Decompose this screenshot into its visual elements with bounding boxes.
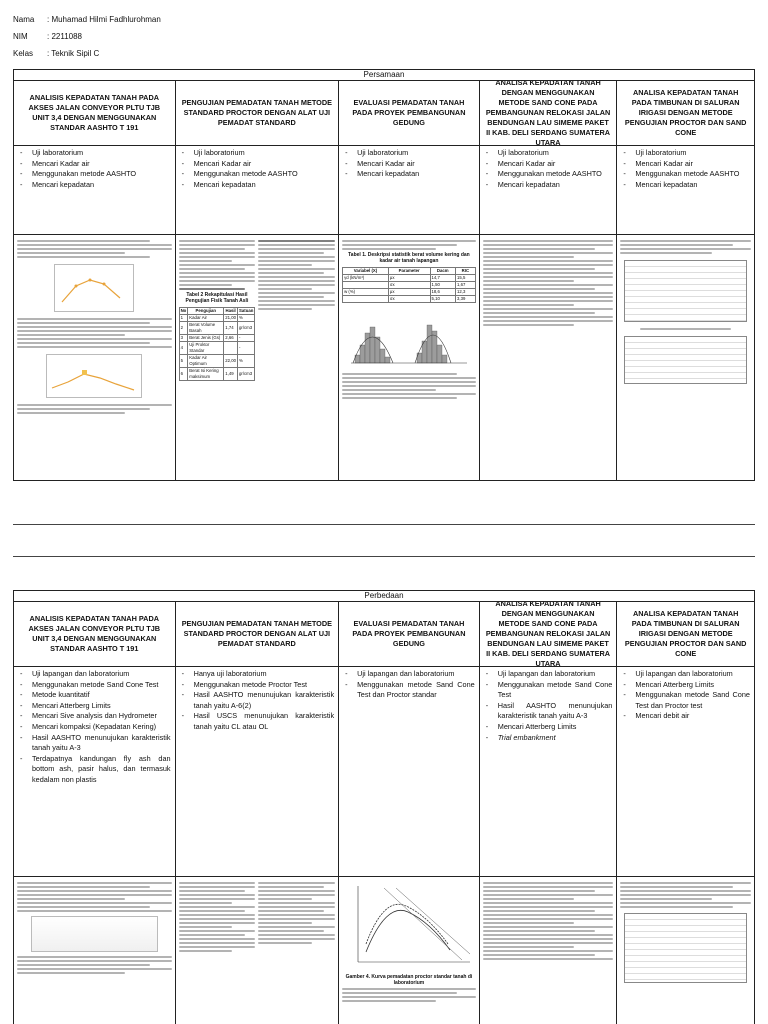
perbedaan-list-row <box>14 667 754 877</box>
excerpt-paragraph <box>342 373 476 399</box>
table-row: w (%) μx 18,6 12,3 <box>343 289 476 296</box>
figure-image <box>31 916 158 952</box>
perbedaan-table <box>13 590 755 1024</box>
document-excerpt <box>617 877 754 1024</box>
list-item: - Uji laboratorium <box>20 148 84 157</box>
persamaan-list-4 <box>480 146 618 234</box>
data-table: Variabel (X) Parameter Dacm RIC γd (kN/m³) μx 14,7 15,5 σx 1,50 1,67 w (%) μx 18,6 12,3 σx 5,10 3,39 <box>342 267 476 303</box>
nim-value: : 2211088 <box>47 32 82 41</box>
table-row: 6 Berat Isi Kering maksimum 1,49 gr/cm3 <box>179 368 255 381</box>
document-excerpt <box>617 235 754 480</box>
excerpt-5 <box>617 235 754 480</box>
histogram-figure <box>347 307 471 369</box>
document-excerpt <box>339 877 479 1024</box>
student-info <box>13 11 161 62</box>
table-row: 4 Uji Proktor Standar - <box>179 342 255 355</box>
list-item: - Mencari kepadatan <box>485 179 560 189</box>
persamaan-title: Persamaan <box>14 70 754 81</box>
list-item: - Mencari Kadar air <box>345 158 415 168</box>
column-header-5: ANALISA KEPADATAN TANAH PADA TIMBUNAN DI SALURAN IRIGASI DENGAN METODE PENGUJIAN PROCTOR DAN SAND CONE <box>624 609 747 658</box>
document-excerpt <box>14 235 175 480</box>
list-item: - Mencari kepadatan <box>20 179 95 189</box>
column-header-1: ANALISIS KEPADATAN TANAH PADA AKSES JALAN CONVEYOR PLTU TJB UNIT 3,4 DENGAN MENGGUNAKAN STANDAR AASHTO T 191 <box>14 602 176 666</box>
table-caption: Tabel 2 Rekapitulasi Hasil Pengujian Fisik Tanah Asli <box>185 292 249 304</box>
excerpt-1 <box>14 235 176 480</box>
name-label: Nama <box>13 15 35 24</box>
persamaan-excerpt-row <box>14 235 754 480</box>
list-item: - Menggunakan metode AASHTO <box>181 169 298 179</box>
perbedaan-list-4 <box>480 667 618 876</box>
table-row: σx 1,50 1,67 <box>343 282 476 289</box>
table-row: 2 Berat Volume Basah 1,74 gr/cm3 <box>179 322 255 335</box>
list-item: - Hasil AASHTO menunujukan karakteristik tanah yaitu A-6(2) <box>181 690 335 710</box>
excerpt-1 <box>14 877 176 1024</box>
list-item: - Mencari kepadatan <box>623 179 698 189</box>
perbedaan-list-3 <box>339 667 480 876</box>
list-item: - Mencari Atterberg Limits <box>20 700 111 710</box>
list-item: - Uji laboratorium <box>623 148 687 157</box>
list-item: - Mencari Kadar air <box>485 158 556 168</box>
name-value: : Muhamad Hilmi Fadhlurohman <box>47 15 161 24</box>
list-item: - Trial embankment <box>485 732 556 742</box>
excerpt-2 <box>176 235 340 480</box>
column-header-3: EVALUASI PEMADATAN TANAH PADA PROYEK PEMBANGUNAN GEDUNG <box>339 81 480 145</box>
perbedaan-list-1 <box>14 667 176 876</box>
excerpt-chart <box>54 264 134 312</box>
excerpt-3 <box>339 235 480 480</box>
nim-label: NIM <box>13 32 28 41</box>
list-item: - Mencari kompaksi (Kepadatan Kering) <box>20 721 157 731</box>
persamaan-list-3 <box>339 146 480 234</box>
table-image <box>624 260 747 322</box>
persamaan-list-row <box>14 146 754 235</box>
perbedaan-excerpt-row <box>14 877 754 1024</box>
list-item: - Menggunakan metode Sand Cone Test <box>485 679 613 700</box>
divider <box>13 556 755 557</box>
class-label: Kelas <box>13 49 34 58</box>
document-excerpt <box>176 235 339 480</box>
perbedaan-list-2 <box>176 667 340 876</box>
column-header-2: PENGUJIAN PEMADATAN TANAH METODE STANDARD PROCTOR DENGAN ALAT UJI PEMADAT STANDARD <box>176 81 340 145</box>
list-item: - Menggunakan metode Proctor Test <box>181 679 308 689</box>
list-item: - Menggunakan metode AASHTO <box>485 169 602 179</box>
list-item: - Hasil AASHTO menunujukan karakteristik tanah yaitu A-3 <box>20 732 171 753</box>
list-item: - Mencari Kadar air <box>20 158 90 168</box>
list-item: - Hasil USCS menunujukan karakteristik tanah yaitu CL atau OL <box>181 711 335 731</box>
list-item: - Mencari debit air <box>623 711 690 721</box>
column-header-4: ANALISA KEPADATAN TANAH DENGAN MENGGUNAKAN METODE SAND CONE PADA PEMBANGUNAN RELOKASI JALAN BENDUNGAN LAU SIMEME PAKET II KAB. DELI SERDANG SUMATERA UTARA <box>480 81 618 145</box>
persamaan-list-1 <box>14 146 176 234</box>
list-item: - Mencari Kadar air <box>181 158 252 168</box>
persamaan-list-5 <box>617 146 754 234</box>
list-item: - Mencari kepadatan <box>345 169 420 179</box>
persamaan-table <box>13 69 755 481</box>
excerpt-2 <box>176 877 340 1024</box>
list-item: - Terdapatnya kandungan fly ash dan bottom ash, pasir halus, dan termasuk kedalam non plastis <box>20 753 171 784</box>
table-row: 5 Kadar Air Optimum 22,00 % <box>179 355 255 368</box>
list-item: - Uji lapangan dan laboratorium <box>345 669 455 678</box>
table-caption: Tabel 1. Deskripsi statistik berat volume kering dan kadar air tanah lapangan <box>348 252 470 264</box>
list-item: - Mencari Kadar air <box>623 158 693 168</box>
class-value: : Teknik Sipil C <box>47 49 100 58</box>
list-item: - Uji laboratorium <box>181 148 245 157</box>
column-header-3: EVALUASI PEMADATAN TANAH PADA PROYEK PEMBANGUNAN GEDUNG <box>339 602 480 666</box>
list-item: - Hanya uji laboratorium <box>181 669 267 678</box>
list-item: - Uji lapangan dan laboratorium <box>485 669 596 678</box>
table-row: 3 Berat Jenis (Gs) 2,66 - <box>179 335 255 342</box>
list-item: - Uji laboratorium <box>485 148 549 157</box>
student-class-row <box>13 45 161 62</box>
excerpt-chart <box>46 354 142 398</box>
figure-caption: Gamber 4. Kurva pemadatan proctor standar tanah di laboratorium <box>345 974 473 986</box>
list-item: - Hasil AASHTO menunujukan karakteristik tanah yaitu A-3 <box>485 700 613 721</box>
perbedaan-title: Perbedaan <box>14 591 754 602</box>
divider <box>13 524 755 525</box>
persamaan-list-2 <box>176 146 340 234</box>
document-excerpt <box>176 877 339 1024</box>
document-excerpt <box>480 877 617 1024</box>
column-header-4: ANALISA KEPADATAN TANAH DENGAN MENGGUNAKAN METODE SAND CONE PADA PEMBANGUNAN RELOKASI JALAN BENDUNGAN LAU SIMEME PAKET II KAB. DELI SERDANG SUMATERA UTARA <box>480 602 618 666</box>
perbedaan-list-5 <box>617 667 754 876</box>
list-item: - Menggunakan metode Sand Cone Test dan Proctor standar <box>345 679 475 700</box>
list-item: - Uji lapangan dan laboratorium <box>623 669 733 678</box>
list-item: - Menggunakan metode AASHTO <box>623 169 740 179</box>
list-item: - Uji lapangan dan laboratorium <box>20 669 130 678</box>
perbedaan-header-row <box>14 602 754 667</box>
excerpt-5 <box>617 877 754 1024</box>
column-header-1: ANALISIS KEPADATAN TANAH PADA AKSES JALAN CONVEYOR PLTU TJB UNIT 3,4 DENGAN MENGGUNAKAN STANDAR AASHTO T 191 <box>14 81 176 145</box>
persamaan-header-row <box>14 81 754 146</box>
excerpt-3 <box>339 877 480 1024</box>
student-nim-row <box>13 28 161 45</box>
data-table: No Pengujian Hasil Satuan 1 Kadar Air 21,00 % 2 Berat Volume Basah 1,74 gr/cm3 3 Berat Jenis (Gs) 2,66 - 4 Uji Proktor Standar - 5 Kadar Air Optimum 22,00 % 6 Berat Isi Kering maksimum 1,49 gr/cm3 <box>180 308 254 379</box>
student-name-row <box>13 11 161 28</box>
column-header-5: ANALISA KEPADATAN TANAH PADA TIMBUNAN DI SALURAN IRIGASI DENGAN METODE PENGUJIAN PROCTOR DAN SAND CONE <box>624 88 747 137</box>
list-item: - Menggunakan metode Sand Cone Test dan Proctor test <box>623 690 750 710</box>
table-row: γd (kN/m³) μx 14,7 15,5 <box>343 275 476 282</box>
column-header-2: PENGUJIAN PEMADATAN TANAH METODE STANDARD PROCTOR DENGAN ALAT UJI PEMADAT STANDARD <box>176 602 340 666</box>
document-excerpt <box>339 235 479 480</box>
list-item: - Mencari kepadatan <box>181 179 256 189</box>
table-row: σx 5,10 3,39 <box>343 296 476 303</box>
list-item: - Menggunakan metode AASHTO <box>20 169 137 179</box>
table-row: 1 Kadar Air 21,00 % <box>179 315 255 322</box>
document-excerpt <box>14 877 175 1024</box>
list-item: - Uji laboratorium <box>345 148 409 157</box>
list-item: - Mencari Atterberg Limits <box>623 679 715 689</box>
excerpt-4 <box>480 235 618 480</box>
document-excerpt <box>480 235 617 480</box>
list-item: - Metode kuantitatif <box>20 690 90 700</box>
table-image <box>624 336 747 384</box>
table-image <box>624 913 747 983</box>
list-item: - Mencari Sive analysis dan Hydrometer <box>20 711 157 721</box>
list-item: - Menggunakan metode Sand Cone Test <box>20 679 159 689</box>
compaction-curve-figure <box>344 882 474 972</box>
list-item: - Mencari Atterberg Limits <box>485 721 577 731</box>
excerpt-4 <box>480 877 618 1024</box>
